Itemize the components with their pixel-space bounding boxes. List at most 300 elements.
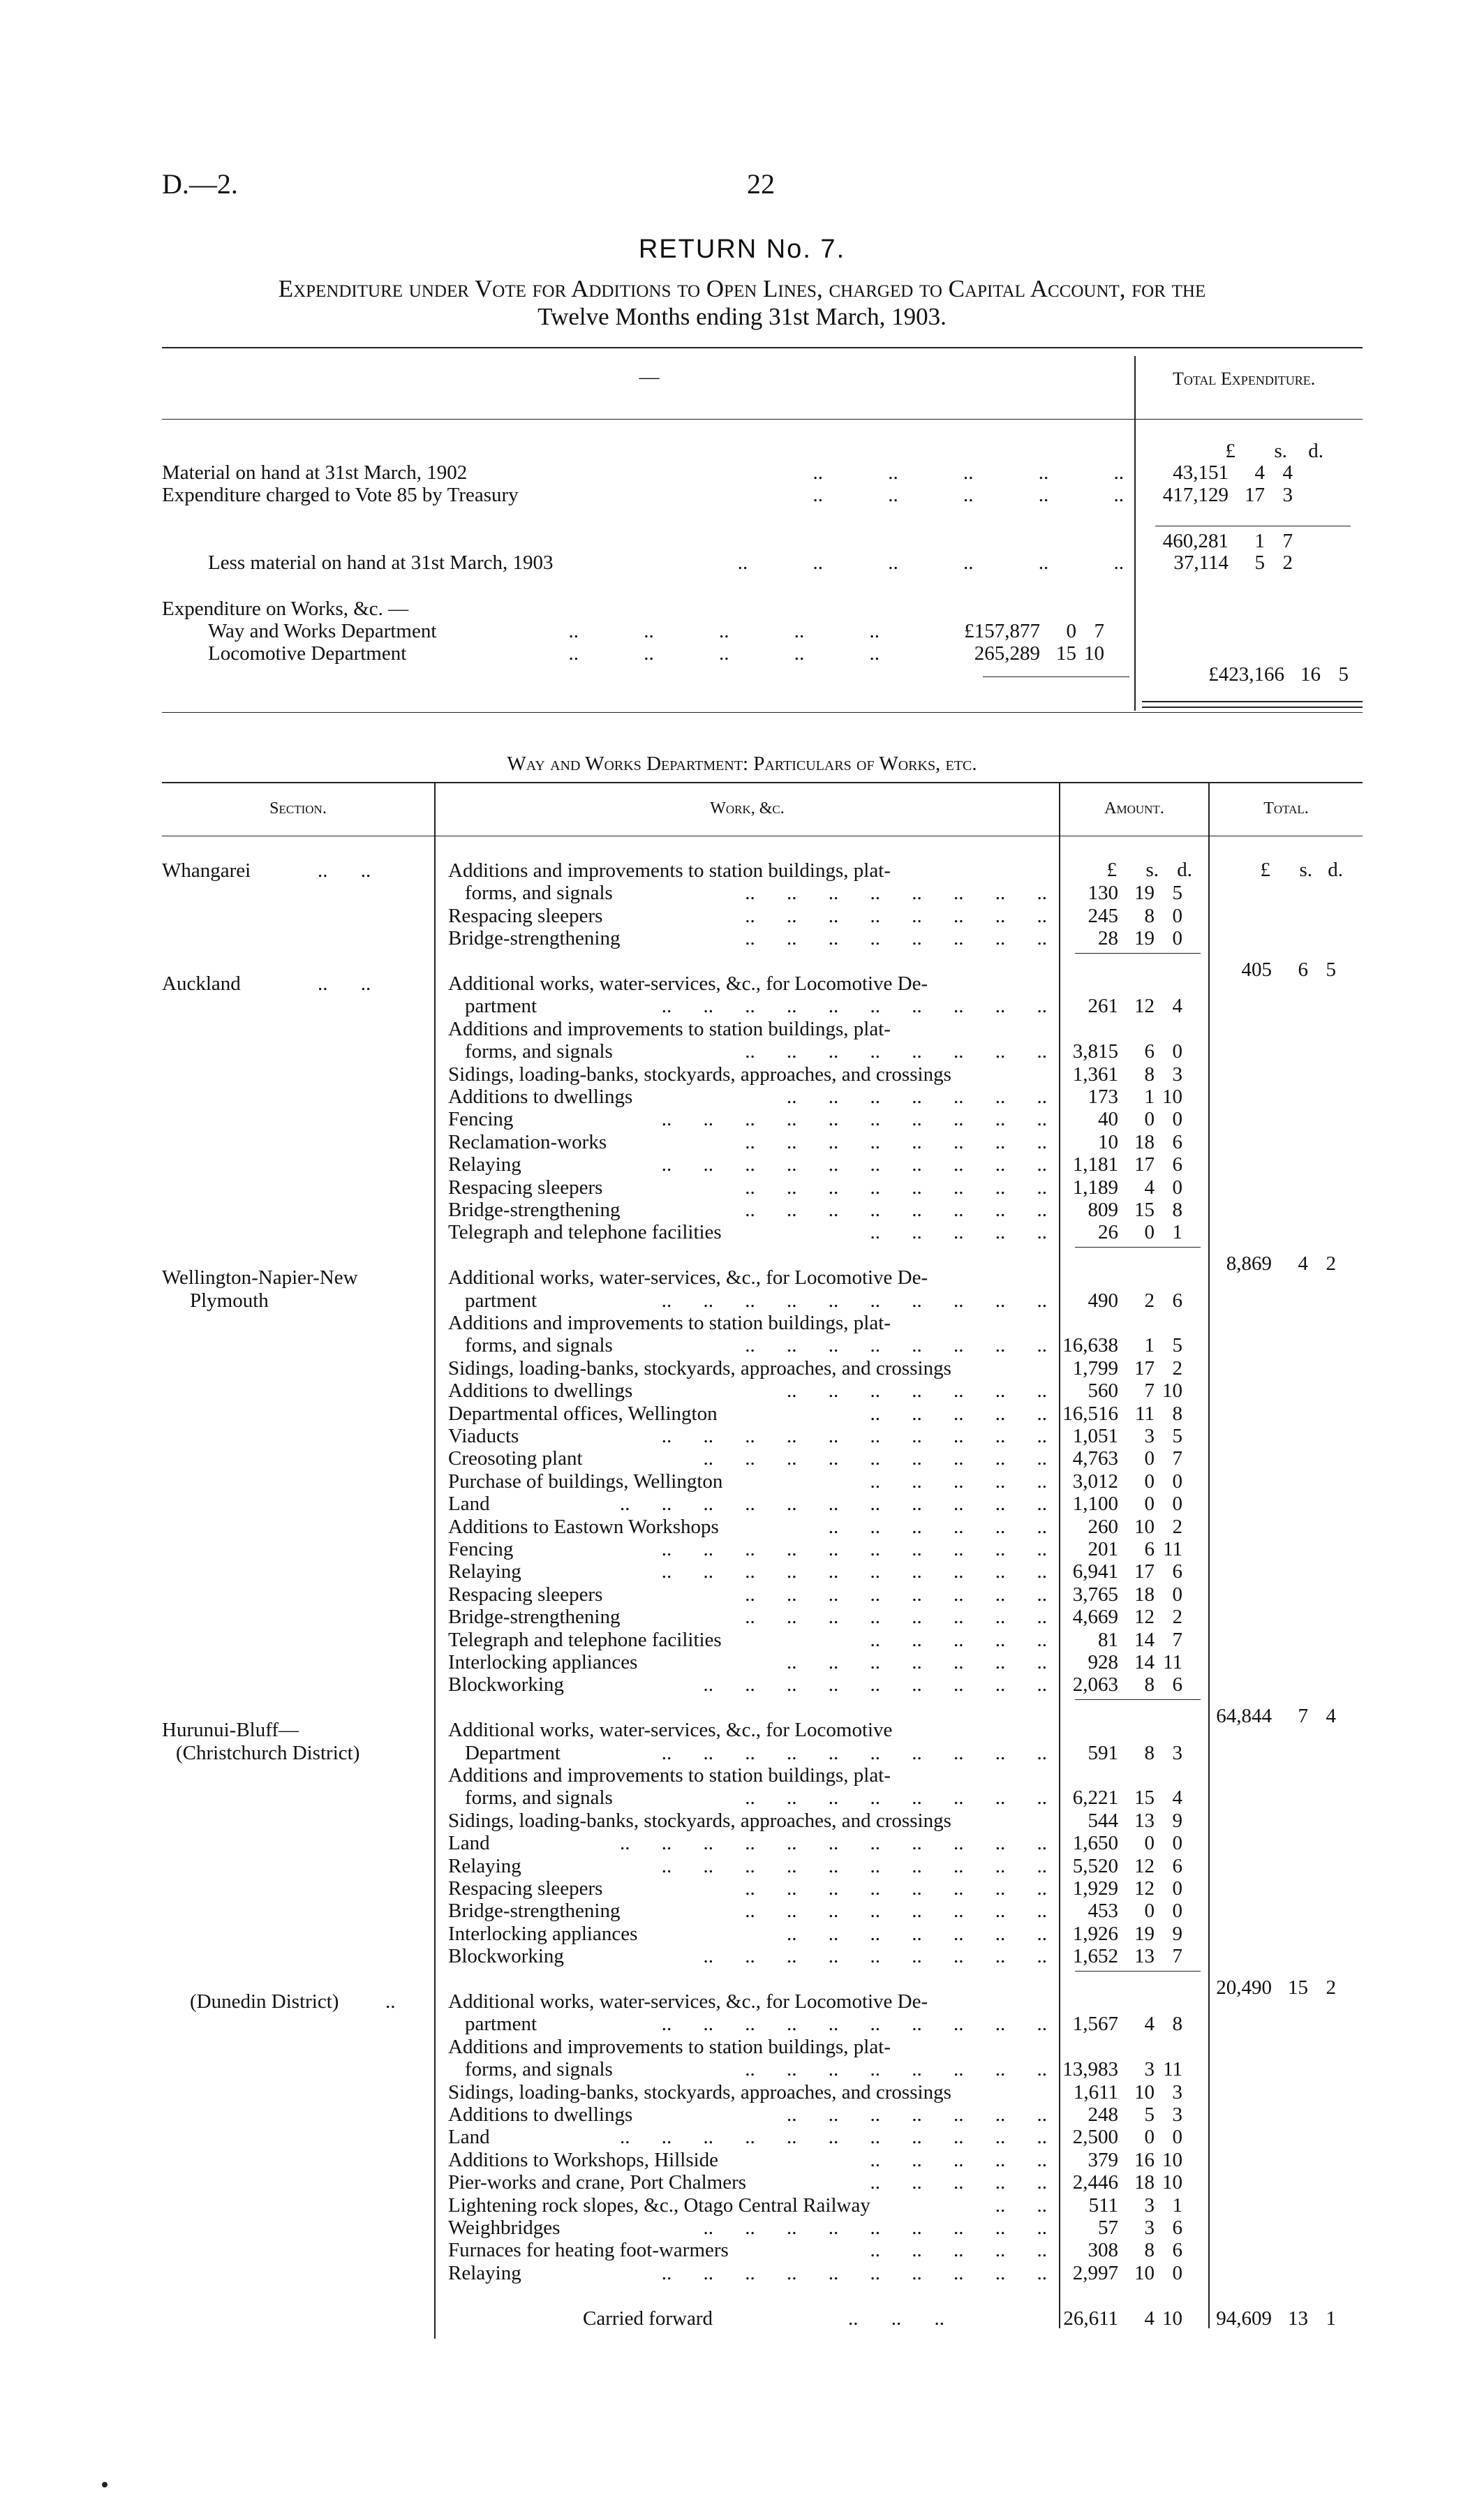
work-item: Fencing bbox=[448, 1108, 514, 1131]
unit-shillings: s. bbox=[1274, 440, 1287, 462]
work-item: Additions and improvements to station buildings, plat- bbox=[448, 859, 891, 882]
rule-bottom bbox=[162, 712, 1363, 713]
work-amount-shillings: 0 bbox=[1144, 2126, 1155, 2149]
return-title: RETURN No. 7. bbox=[638, 235, 846, 264]
leader-dots: .. .. .. .. .. .. .. .. bbox=[745, 927, 1047, 950]
work-amount-pence: 3 bbox=[1172, 2080, 1182, 2103]
work-amount-pounds: 490 bbox=[1088, 1289, 1118, 1312]
leader-dots: .. .. .. .. .. .. .. .. bbox=[745, 1900, 1047, 1923]
rule-top bbox=[162, 347, 1363, 348]
work-amount-pence: 2 bbox=[1172, 1606, 1182, 1629]
header-section: Section. bbox=[269, 799, 327, 818]
work-amount-pounds: 1,799 bbox=[1072, 1356, 1118, 1380]
work-amount-pence: 6 bbox=[1172, 1289, 1182, 1312]
leader-dots: .. .. bbox=[995, 2194, 1047, 2217]
leader-dots: .. .. .. bbox=[848, 2307, 944, 2330]
work-amount-pence: 3 bbox=[1172, 1063, 1182, 1086]
work-amount-shillings: 12 bbox=[1134, 1606, 1155, 1629]
work-item: Respacing sleepers bbox=[448, 904, 603, 927]
work-amount-pounds: 1,929 bbox=[1072, 1877, 1118, 1900]
section-total-shillings: 15 bbox=[1288, 1976, 1308, 1999]
work-amount-shillings: 8 bbox=[1144, 1741, 1155, 1764]
subtitle-line-2: Twelve Months ending 31st March, 1903. bbox=[537, 303, 947, 330]
leader-dots: .. .. .. .. .. .. .. .. .. .. bbox=[661, 1153, 1047, 1176]
work-amount-pence: 6 bbox=[1172, 1854, 1182, 1877]
unit-pounds: £ bbox=[1106, 859, 1117, 881]
work-item: Sidings, loading-banks, stockyards, approaches, and crossings bbox=[448, 2080, 951, 2103]
grand-total-shillings: 16 bbox=[1300, 663, 1321, 686]
leader-dots: .. .. .. .. .. .. .. .. bbox=[745, 1583, 1047, 1606]
work-amount-pounds: 3,815 bbox=[1072, 1040, 1118, 1063]
work-amount-shillings: 0 bbox=[1144, 1221, 1155, 1244]
subtitle-line-1: Expenditure under Vote for Additions to Open Lines, charged to Capital Account, for the bbox=[278, 275, 1206, 302]
work-amount-shillings: 2 bbox=[1144, 1289, 1155, 1312]
unit-pence: d. bbox=[1177, 859, 1192, 881]
work-amount-pounds: 544 bbox=[1088, 1809, 1118, 1832]
work-amount-pounds: 260 bbox=[1088, 1515, 1118, 1538]
work-amount-pence: 6 bbox=[1172, 1673, 1182, 1696]
leader-dots: .. .. .. .. .. .. .. .. .. bbox=[703, 1447, 1047, 1470]
leader-dots: .. .. .. .. .. bbox=[870, 1628, 1047, 1651]
work-amount-pounds: 4,669 bbox=[1072, 1606, 1118, 1629]
subtotal-rule bbox=[1075, 1247, 1201, 1248]
work-amount-pounds: 1,926 bbox=[1072, 1922, 1118, 1945]
work-amount-pounds: 16,638 bbox=[1062, 1334, 1118, 1357]
work-amount-pounds: 1,051 bbox=[1072, 1425, 1118, 1447]
work-item: Land bbox=[448, 2126, 490, 2149]
particulars-title: Way and Works Department: Particulars of Works, etc. bbox=[507, 753, 977, 775]
work-amount-shillings: 6 bbox=[1144, 1040, 1155, 1063]
work-amount-pounds: 16,516 bbox=[1062, 1402, 1118, 1425]
leader-dots: .. .. .. .. .. .. .. .. bbox=[745, 1606, 1047, 1629]
summary-row-label: Less material on hand at 31st March, 1903 bbox=[208, 552, 554, 574]
work-amount-pence: 2 bbox=[1172, 1356, 1182, 1380]
section-name: Hurunui-Bluff— bbox=[162, 1719, 299, 1742]
subtotal-rule bbox=[1075, 953, 1201, 954]
work-item: Bridge-strengthening bbox=[448, 927, 621, 950]
work-amount-pounds: 248 bbox=[1088, 2103, 1118, 2126]
work-amount-pounds: 245 bbox=[1088, 904, 1118, 927]
work-item: Sidings, loading-banks, stockyards, approaches, and crossings bbox=[448, 1063, 951, 1086]
work-item: Additions to dwellings bbox=[448, 1086, 633, 1108]
work-amount-pounds: 13,983 bbox=[1062, 2058, 1118, 2081]
work-amount-shillings: 3 bbox=[1144, 2217, 1155, 2239]
work-amount-pounds: 261 bbox=[1088, 995, 1118, 1018]
work-amount-pounds: 1,567 bbox=[1072, 2013, 1118, 2036]
leader-dots: .. .. .. .. .. .. .. bbox=[787, 1086, 1047, 1108]
leader-dots: .. .. .. .. .. .. .. bbox=[787, 1651, 1047, 1673]
leader-dots: .. .. .. .. .. .. .. .. bbox=[745, 1199, 1047, 1221]
work-amount-pence: 0 bbox=[1172, 1108, 1182, 1131]
work-amount-shillings: 19 bbox=[1134, 927, 1155, 950]
work-amount-pounds: 1,189 bbox=[1072, 1176, 1118, 1199]
work-item: Relaying bbox=[448, 1560, 521, 1583]
work-item: Additions and improvements to station buildings, plat- bbox=[448, 2035, 891, 2058]
work-amount-pence: 6 bbox=[1172, 1153, 1182, 1176]
section-name: Auckland bbox=[162, 973, 241, 995]
work-amount-shillings: 18 bbox=[1134, 1130, 1155, 1153]
work-amount-pence: 8 bbox=[1172, 1402, 1182, 1425]
header-work: Work, &c. bbox=[710, 799, 785, 818]
work-amount-pence: 0 bbox=[1172, 1470, 1182, 1493]
grand-total-pence: 5 bbox=[1338, 663, 1349, 686]
work-amount-pounds: 453 bbox=[1088, 1900, 1118, 1923]
work-item: Furnaces for heating foot-warmers bbox=[448, 2239, 729, 2262]
leader-dots: .. .. .. .. .. bbox=[813, 461, 1124, 484]
work-amount-shillings: 10 bbox=[1134, 2080, 1155, 2103]
work-amount-shillings: 8 bbox=[1144, 1673, 1155, 1696]
work-amount-shillings: 7 bbox=[1144, 1380, 1155, 1403]
work-item: partment bbox=[465, 2013, 537, 2036]
work-amount-pence: 0 bbox=[1172, 1176, 1182, 1199]
leader-dots: .. .. .. .. .. .. .. .. .. bbox=[703, 2217, 1047, 2239]
leader-dots: .. .. .. .. .. .. bbox=[828, 1515, 1047, 1538]
grand-total-pounds: £423,166 bbox=[1208, 663, 1284, 686]
work-amount-pence: 10 bbox=[1162, 2171, 1182, 2194]
work-amount-pence: 0 bbox=[1172, 1583, 1182, 1606]
work-amount-pounds: 1,652 bbox=[1072, 1945, 1118, 1968]
locomotive-amount-pence: 10 bbox=[1084, 642, 1104, 665]
leader-dots: .. .. .. .. .. .. .. .. .. .. .. bbox=[620, 1832, 1047, 1855]
work-item: Additions and improvements to station buildings, plat- bbox=[448, 1764, 891, 1787]
leader-dots: .. .. .. .. .. bbox=[870, 2239, 1047, 2262]
work-item: Respacing sleepers bbox=[448, 1176, 603, 1199]
rule-header bbox=[162, 419, 1363, 420]
work-amount-shillings: 4 bbox=[1144, 2013, 1155, 2036]
work-amount-pounds: 6,941 bbox=[1072, 1560, 1118, 1583]
work-amount-pence: 3 bbox=[1172, 1741, 1182, 1764]
leader-dots: .. .. .. .. .. .. bbox=[737, 552, 1124, 574]
work-amount-pence: 10 bbox=[1162, 2148, 1182, 2171]
locomotive-label: Locomotive Department bbox=[208, 642, 407, 665]
unit-shillings: s. bbox=[1145, 859, 1159, 881]
work-item: Purchase of buildings, Wellington bbox=[448, 1470, 723, 1493]
leader-dots: .. .. .. .. .. .. .. .. .. .. bbox=[661, 2261, 1047, 2284]
work-item: Respacing sleepers bbox=[448, 1583, 603, 1606]
section-total-shillings: 4 bbox=[1298, 1252, 1308, 1275]
work-amount-pounds: 2,446 bbox=[1072, 2171, 1118, 2194]
leader-dots: .. .. .. .. .. bbox=[813, 484, 1124, 506]
work-amount-shillings: 0 bbox=[1144, 1108, 1155, 1131]
summary-row-label: Expenditure charged to Vote 85 by Treasury bbox=[162, 484, 519, 506]
leader-dots: .. .. .. .. .. .. .. .. .. .. .. bbox=[620, 1493, 1047, 1516]
work-item: Telegraph and telephone facilities bbox=[448, 1221, 722, 1244]
work-item: forms, and signals bbox=[465, 882, 613, 905]
work-item: Fencing bbox=[448, 1538, 514, 1560]
summary-row-total-pounds: 43,151 bbox=[1173, 461, 1229, 484]
locomotive-amount-shillings: 15 bbox=[1056, 642, 1076, 665]
work-item: Additions and improvements to station buildings, plat- bbox=[448, 1312, 891, 1334]
work-amount-shillings: 8 bbox=[1144, 904, 1155, 927]
work-amount-shillings: 4 bbox=[1144, 1176, 1155, 1199]
leader-dots: .. .. .. .. .. .. .. .. .. .. bbox=[661, 995, 1047, 1018]
section-name: Whangarei bbox=[162, 859, 251, 882]
unit-pounds: £ bbox=[1260, 859, 1270, 881]
section-total-pounds: 20,490 bbox=[1216, 1976, 1272, 1999]
work-item: Additions and improvements to station buildings, plat- bbox=[448, 1017, 891, 1040]
work-amount-shillings: 19 bbox=[1134, 1922, 1155, 1945]
unit-pounds: £ bbox=[1225, 440, 1236, 462]
work-item: Reclamation-works bbox=[448, 1130, 607, 1153]
work-item: Additional works, water-services, &c., for Locomotive De- bbox=[448, 973, 928, 995]
work-amount-pence: 10 bbox=[1162, 1380, 1182, 1403]
work-amount-pence: 7 bbox=[1172, 1628, 1182, 1651]
work-amount-shillings: 13 bbox=[1134, 1945, 1155, 1968]
work-amount-pence: 11 bbox=[1163, 1538, 1182, 1560]
leader-dots: .. .. bbox=[318, 973, 371, 995]
unit-pence: d. bbox=[1328, 859, 1343, 881]
summary-row-label: Material on hand at 31st March, 1902 bbox=[162, 461, 468, 484]
work-amount-pence: 11 bbox=[1163, 2058, 1182, 2081]
section-name-2: (Christchurch District) bbox=[176, 1741, 360, 1764]
locomotive-amount-pounds: 265,289 bbox=[974, 642, 1040, 665]
work-item: Additions to dwellings bbox=[448, 2103, 633, 2126]
leader-dots: .. .. .. .. .. .. .. bbox=[787, 2103, 1047, 2126]
leader-dots: .. .. .. .. .. bbox=[870, 1221, 1047, 1244]
works-label: Expenditure on Works, &c. — bbox=[162, 598, 409, 620]
work-item: Relaying bbox=[448, 1153, 521, 1176]
work-amount-pence: 0 bbox=[1172, 1040, 1182, 1063]
work-amount-pounds: 3,765 bbox=[1072, 1583, 1118, 1606]
work-amount-pounds: 1,361 bbox=[1072, 1063, 1118, 1086]
work-amount-shillings: 18 bbox=[1134, 1583, 1155, 1606]
work-amount-pence: 3 bbox=[1172, 2103, 1182, 2126]
unit-pence: d. bbox=[1308, 440, 1323, 462]
leader-dots: .. .. .. .. .. bbox=[870, 1470, 1047, 1493]
summary-row-total-shillings: 5 bbox=[1254, 552, 1265, 574]
work-amount-pounds: 928 bbox=[1088, 1651, 1118, 1673]
leader-dots: .. .. .. .. .. .. .. .. .. .. bbox=[661, 1560, 1047, 1583]
work-amount-shillings: 1 bbox=[1144, 1086, 1155, 1108]
leader-dots: .. .. .. .. .. .. .. .. bbox=[745, 882, 1047, 905]
leader-dots: .. .. .. .. .. bbox=[568, 620, 880, 642]
work-amount-pounds: 809 bbox=[1088, 1199, 1118, 1221]
work-item: Relaying bbox=[448, 2261, 521, 2284]
work-amount-shillings: 17 bbox=[1134, 1153, 1155, 1176]
summary-row-total-pence: 4 bbox=[1282, 461, 1293, 484]
work-amount-pounds: 379 bbox=[1088, 2148, 1118, 2171]
section-name: Wellington-Napier-New bbox=[162, 1266, 358, 1289]
leader-dots: .. .. .. .. .. bbox=[870, 1402, 1047, 1425]
work-amount-shillings: 8 bbox=[1144, 1063, 1155, 1086]
work-amount-pounds: 1,181 bbox=[1072, 1153, 1118, 1176]
work-item: Interlocking appliances bbox=[448, 1651, 638, 1673]
carried-forward-total-pounds: 94,609 bbox=[1216, 2307, 1272, 2330]
work-amount-shillings: 18 bbox=[1134, 2171, 1155, 2194]
work-amount-shillings: 5 bbox=[1144, 2103, 1155, 2126]
work-amount-pence: 7 bbox=[1172, 1945, 1182, 1968]
work-amount-pence: 6 bbox=[1172, 1560, 1182, 1583]
carried-forward-amount-pence: 10 bbox=[1162, 2307, 1182, 2330]
work-amount-shillings: 3 bbox=[1144, 2058, 1155, 2081]
leader-dots: .. bbox=[385, 1990, 396, 2013]
work-amount-pence: 0 bbox=[1172, 1877, 1182, 1900]
carried-forward-amount-pounds: 26,611 bbox=[1063, 2307, 1118, 2330]
work-item: forms, and signals bbox=[465, 2058, 613, 2081]
subtotal-rule bbox=[1075, 1699, 1201, 1700]
work-amount-pence: 0 bbox=[1172, 2261, 1182, 2284]
leader-dots: .. .. .. .. .. .. .. .. .. bbox=[703, 1945, 1047, 1968]
work-amount-pounds: 308 bbox=[1088, 2239, 1118, 2262]
work-item: Blockworking bbox=[448, 1673, 564, 1696]
unit-shillings: s. bbox=[1299, 859, 1312, 881]
work-amount-pounds: 4,763 bbox=[1072, 1447, 1118, 1470]
carried-forward-total-pence: 1 bbox=[1326, 2307, 1336, 2330]
work-item: Lightening rock slopes, &c., Otago Central Railway bbox=[448, 2194, 870, 2217]
work-item: forms, and signals bbox=[465, 1334, 613, 1357]
leader-dots: .. .. .. .. .. .. .. bbox=[787, 1380, 1047, 1403]
work-amount-pounds: 26 bbox=[1098, 1221, 1118, 1244]
work-item: Sidings, loading-banks, stockyards, approaches, and crossings bbox=[448, 1809, 951, 1832]
work-amount-pence: 8 bbox=[1172, 1199, 1182, 1221]
work-item: Additions to Workshops, Hillside bbox=[448, 2148, 719, 2171]
work-amount-pence: 1 bbox=[1172, 2194, 1182, 2217]
leader-dots: .. .. .. .. .. .. .. .. .. .. bbox=[661, 1289, 1047, 1312]
work-amount-pounds: 81 bbox=[1098, 1628, 1118, 1651]
way-works-amount-pence: 7 bbox=[1094, 620, 1104, 642]
work-amount-pence: 1 bbox=[1172, 1221, 1182, 1244]
section-name-2: Plymouth bbox=[190, 1289, 269, 1312]
leader-dots: .. .. .. .. .. .. .. .. bbox=[745, 904, 1047, 927]
work-amount-pounds: 2,063 bbox=[1072, 1673, 1118, 1696]
work-amount-pounds: 5,520 bbox=[1072, 1854, 1118, 1877]
work-amount-pounds: 201 bbox=[1088, 1538, 1118, 1560]
work-amount-shillings: 6 bbox=[1144, 1538, 1155, 1560]
work-item: forms, and signals bbox=[465, 1787, 613, 1810]
work-amount-pence: 6 bbox=[1172, 1130, 1182, 1153]
col-rule-amount bbox=[1208, 783, 1210, 2328]
summary-total-header: Total Expenditure. bbox=[1173, 369, 1316, 389]
work-item: Bridge-strengthening bbox=[448, 1199, 621, 1221]
work-item: Land bbox=[448, 1493, 490, 1516]
work-item: Relaying bbox=[448, 1854, 521, 1877]
rule-works bbox=[983, 676, 1129, 677]
work-amount-pence: 0 bbox=[1172, 1900, 1182, 1923]
summary-row-total-shillings: 4 bbox=[1254, 461, 1265, 484]
work-amount-pence: 4 bbox=[1172, 1787, 1182, 1810]
work-item: Viaducts bbox=[448, 1425, 519, 1447]
work-amount-pence: 9 bbox=[1172, 1922, 1182, 1945]
leader-dots: .. .. .. .. .. bbox=[870, 2148, 1047, 2171]
leader-dots: .. .. .. .. .. bbox=[568, 642, 880, 665]
work-amount-shillings: 0 bbox=[1144, 1832, 1155, 1855]
leader-dots: .. .. .. .. .. .. .. .. bbox=[745, 1334, 1047, 1357]
table-rule-top bbox=[162, 782, 1363, 783]
work-item: Department bbox=[465, 1741, 561, 1764]
summary-row-total-pence: 2 bbox=[1282, 552, 1293, 574]
work-amount-pounds: 173 bbox=[1088, 1086, 1118, 1108]
leader-dots: .. .. .. .. .. .. .. .. bbox=[745, 1877, 1047, 1900]
leader-dots: .. .. .. .. .. .. .. .. .. .. bbox=[661, 2013, 1047, 2036]
work-amount-shillings: 14 bbox=[1134, 1651, 1155, 1673]
work-amount-pence: 5 bbox=[1172, 1334, 1182, 1357]
leader-dots: .. .. .. .. .. .. .. .. .. .. bbox=[661, 1538, 1047, 1560]
work-amount-pounds: 1,611 bbox=[1073, 2080, 1118, 2103]
page-number: 22 bbox=[747, 168, 775, 200]
work-amount-pence: 0 bbox=[1172, 904, 1182, 927]
work-amount-pounds: 6,221 bbox=[1072, 1787, 1118, 1810]
work-amount-shillings: 0 bbox=[1144, 1493, 1155, 1516]
summary-row-total-pounds: 37,114 bbox=[1173, 552, 1229, 574]
leader-dots: .. .. .. .. .. .. .. .. .. .. .. bbox=[620, 2126, 1047, 2149]
work-item: Creosoting plant bbox=[448, 1447, 583, 1470]
leader-dots: .. .. .. .. .. .. .. .. bbox=[745, 1130, 1047, 1153]
work-amount-shillings: 0 bbox=[1144, 1470, 1155, 1493]
work-item: Interlocking appliances bbox=[448, 1922, 638, 1945]
section-total-pence: 4 bbox=[1326, 1704, 1336, 1727]
work-amount-pounds: 40 bbox=[1098, 1108, 1118, 1131]
work-amount-shillings: 19 bbox=[1134, 882, 1155, 905]
work-item: forms, and signals bbox=[465, 1040, 613, 1063]
work-item: Telegraph and telephone facilities bbox=[448, 1628, 722, 1651]
work-item: Pier-works and crane, Port Chalmers bbox=[448, 2171, 747, 2194]
summary-row-total-pounds: 460,281 bbox=[1162, 530, 1229, 552]
work-amount-pence: 0 bbox=[1172, 2126, 1182, 2149]
work-item: partment bbox=[465, 995, 537, 1018]
work-amount-pounds: 2,500 bbox=[1072, 2126, 1118, 2149]
summary-row-total-shillings: 17 bbox=[1245, 484, 1265, 506]
work-amount-pence: 0 bbox=[1172, 1493, 1182, 1516]
work-amount-pence: 7 bbox=[1172, 1447, 1182, 1470]
leader-dots: .. .. bbox=[318, 859, 371, 882]
summary-row-total-pence: 3 bbox=[1282, 484, 1293, 506]
leader-dots: .. .. .. .. .. .. .. .. .. .. bbox=[661, 1108, 1047, 1131]
rule-double-1 bbox=[1142, 701, 1363, 702]
work-amount-pence: 2 bbox=[1172, 1515, 1182, 1538]
work-item: Bridge-strengthening bbox=[448, 1900, 621, 1923]
work-amount-shillings: 12 bbox=[1134, 995, 1155, 1018]
work-amount-pounds: 1,100 bbox=[1072, 1493, 1118, 1516]
work-amount-pounds: 3,012 bbox=[1072, 1470, 1118, 1493]
leader-dots: .. .. .. .. .. .. .. .. bbox=[745, 1176, 1047, 1199]
work-amount-pence: 8 bbox=[1172, 2013, 1182, 2036]
work-amount-shillings: 12 bbox=[1134, 1854, 1155, 1877]
work-amount-shillings: 13 bbox=[1134, 1809, 1155, 1832]
work-amount-pounds: 591 bbox=[1088, 1741, 1118, 1764]
work-amount-shillings: 8 bbox=[1144, 2239, 1155, 2262]
section-total-pence: 5 bbox=[1326, 958, 1336, 981]
section-total-shillings: 7 bbox=[1298, 1704, 1308, 1727]
summary-dash: — bbox=[639, 366, 660, 388]
work-item: partment bbox=[465, 1289, 537, 1312]
work-amount-pounds: 130 bbox=[1088, 882, 1118, 905]
work-amount-pence: 5 bbox=[1172, 1425, 1182, 1447]
work-amount-shillings: 17 bbox=[1134, 1356, 1155, 1380]
work-amount-shillings: 0 bbox=[1144, 1900, 1155, 1923]
way-works-amount-pounds: £157,877 bbox=[964, 620, 1040, 642]
work-amount-pounds: 10 bbox=[1098, 1130, 1118, 1153]
work-amount-pounds: 28 bbox=[1098, 927, 1118, 950]
section-total-shillings: 6 bbox=[1298, 958, 1308, 981]
col-rule-section bbox=[434, 783, 436, 2339]
section-name: (Dunedin District) bbox=[190, 1990, 339, 2013]
work-amount-shillings: 0 bbox=[1144, 1447, 1155, 1470]
leader-dots: .. .. .. .. .. .. .. bbox=[787, 1922, 1047, 1945]
work-amount-pence: 0 bbox=[1172, 927, 1182, 950]
leader-dots: .. .. .. .. .. .. .. .. .. .. bbox=[661, 1741, 1047, 1764]
section-total-pence: 2 bbox=[1326, 1976, 1336, 1999]
work-amount-shillings: 3 bbox=[1144, 2194, 1155, 2217]
work-amount-pence: 9 bbox=[1172, 1809, 1182, 1832]
header-total: Total. bbox=[1263, 799, 1309, 818]
work-item: Land bbox=[448, 1832, 490, 1855]
work-amount-shillings: 16 bbox=[1134, 2148, 1155, 2171]
work-amount-shillings: 17 bbox=[1134, 1560, 1155, 1583]
work-item: Blockworking bbox=[448, 1945, 564, 1968]
work-item: Additional works, water-services, &c., for Locomotive De- bbox=[448, 1266, 928, 1289]
work-item: Additions to dwellings bbox=[448, 1380, 633, 1403]
leader-dots: .. .. .. .. .. .. .. .. bbox=[745, 1040, 1047, 1063]
